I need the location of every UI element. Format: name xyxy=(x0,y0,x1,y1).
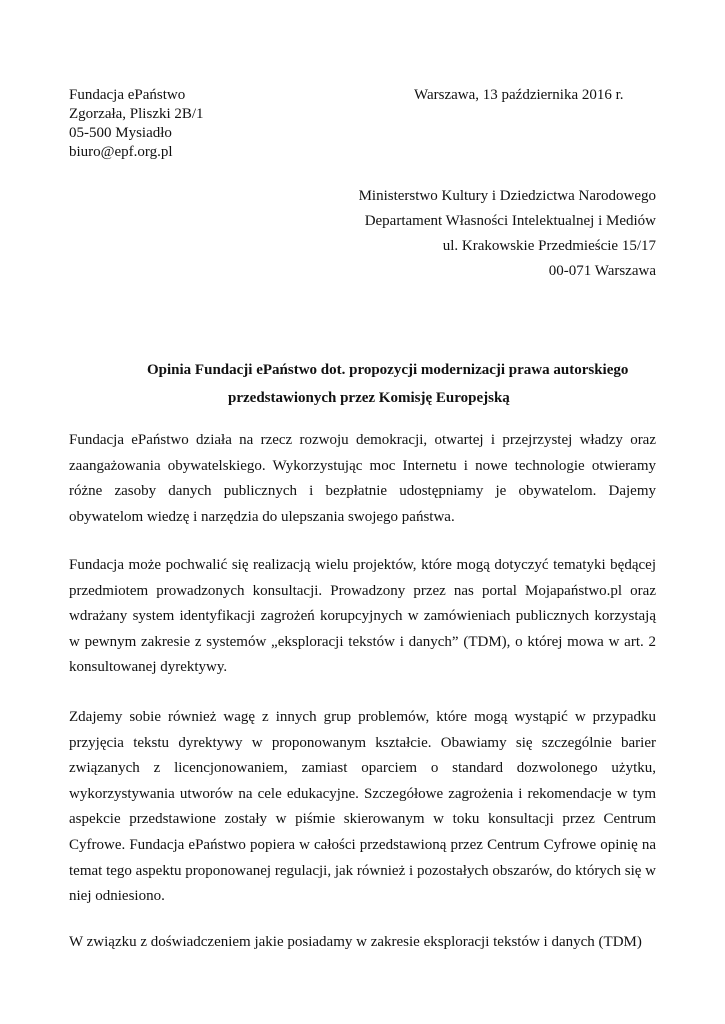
body-paragraph-2: Fundacja może pochwalić się realizacją wielu projektów, które mogą dotyczyć tematyki będącej przedmiotem prowadzonych konsultacji. Prowadzony przez nas portal Mojapaństwo.pl oraz wdrażany system identyfikacji zagrożeń korupcyjnych w zamówieniach publicznych korzystają w pewnym zakresie z systemów „eksploracji tekstów i danych” (TDM), o której mowa w art. 2 konsultowanej dyrektywy. xyxy=(69,557,656,676)
recipient-line4: 00-071 Warszawa xyxy=(548,263,656,279)
recipient-line2: Departament Własności Intelektualnej i Mediów xyxy=(364,213,656,229)
document-title xyxy=(69,356,656,412)
sender-email: biuro@epf.org.pl xyxy=(69,144,173,160)
title-line2: przedstawionych przez Komisję Europejską xyxy=(228,390,510,406)
body-paragraph-4: W związku z doświadczeniem jakie posiadamy w zakresie eksploracji tekstów i danych (TDM) xyxy=(69,934,642,950)
sender-block xyxy=(69,86,204,162)
body-paragraph-1: Fundacja ePaństwo działa na rzecz rozwoju demokracji, otwartej i przejrzystej władzy oraz zaangażowania obywatelskiego. Wykorzystując moc Internetu i nowe technologie otwieramy różne zasoby danych publicznych i bezpłatnie udostępniamy je obywatelom. Dajemy obywatelom wiedzę i narzędzia do ulepszania swojego państwa. xyxy=(69,432,656,525)
title-line1: Opinia Fundacji ePaństwo dot. propozycji modernizacji prawa autorskiego xyxy=(147,362,629,378)
sender-address-line2: 05-500 Mysiadło xyxy=(69,125,172,141)
recipient-block xyxy=(359,184,656,284)
body-paragraph-3: Zdajemy sobie również wagę z innych grup problemów, które mogą wystąpić w przypadku przyjęcia tekstu dyrektywy w proponowanym kształcie. Obawiamy się szczególnie barier związanych z licencjonowaniem, zamiast oparciem o standard dozwolonego użytku, wykorzystywania utworów na cele edukacyjne. Szczegółowe zagrożenia i rekomendacje w tym aspekcie przedstawione zostały w piśmie skierowanym w toku konsultacji przez Centrum Cyfrowe. Fundacja ePaństwo popiera w całości przedstawioną przez Centrum Cyfrowe opinię na temat tego aspektu proponowanej regulacji, jak również i pozostałych obszarów, do których się w niej odniesiono. xyxy=(69,709,656,905)
recipient-line3: ul. Krakowskie Przedmieście 15/17 xyxy=(442,238,656,254)
recipient-line1: Ministerstwo Kultury i Dziedzictwa Narodowego xyxy=(358,188,656,204)
sender-name: Fundacja ePaństwo xyxy=(69,87,186,103)
sender-address-line1: Zgorzała, Pliszki 2B/1 xyxy=(69,106,204,122)
date-line: Warszawa, 13 października 2016 r. xyxy=(414,87,624,103)
